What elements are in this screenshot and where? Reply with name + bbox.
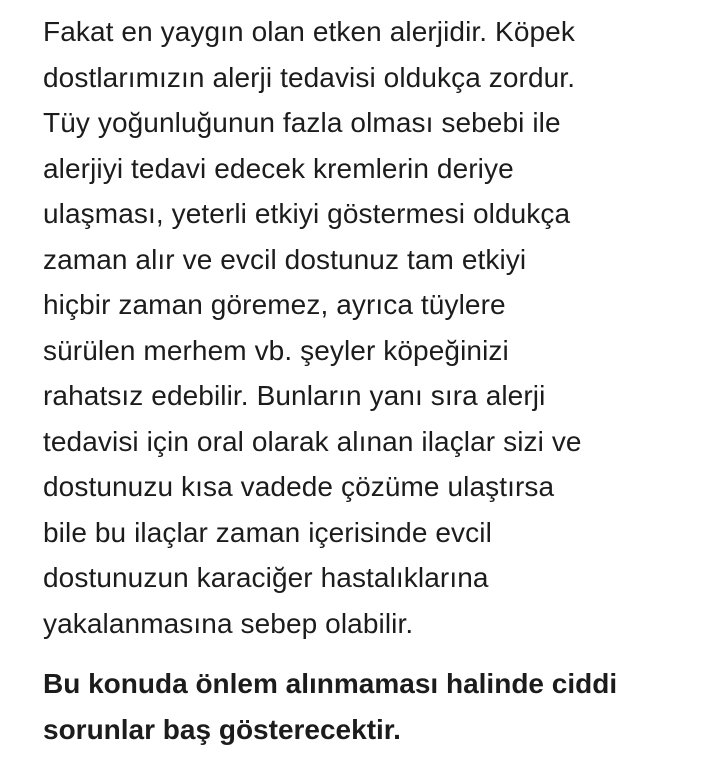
emphasis-line: Bu konuda önlem alınmaması halinde ciddi [43, 668, 618, 699]
paragraph-line: bile bu ilaçlar zaman içerisinde evcil [43, 516, 492, 548]
paragraph-line: zaman alır ve evcil dostunuz tam etkiyi [43, 243, 527, 275]
paragraph-line: sürülen merhem vb. şeyler köpeğinizi [43, 334, 509, 366]
paragraph-line: yakalanmasına sebep olabilir. [43, 607, 414, 639]
paragraph-line: dostunuzu kısa vadede çözüme ulaştırsa [43, 471, 555, 502]
paragraph-line: rahatsız edebilir. Bunların yanı sıra alerji [43, 380, 546, 411]
article-content [43, 9, 708, 752]
paragraph-line: dostlarımızın alerji tedavisi oldukça zordur. [43, 61, 576, 93]
emphasis-paragraph [43, 661, 708, 752]
paragraph-line: Tüy yoğunluğunun fazla olması sebebi ile [43, 107, 561, 138]
paragraph-line: Fakat en yaygın olan etken alerjidir. Köpek [43, 16, 575, 47]
paragraph-line: ulaşması, yeterli etkiyi göstermesi oldukça [43, 198, 571, 229]
paragraph-line: alerjiyi tedavi edecek kremlerin deriye [43, 152, 514, 184]
article-paragraph [43, 9, 708, 646]
emphasis-line: sorunlar baş gösterecektir. [43, 713, 401, 745]
paragraph-line: hiçbir zaman göremez, ayrıca tüylere [43, 289, 506, 320]
paragraph-line: tedavisi için oral olarak alınan ilaçlar sizi ve [43, 425, 582, 457]
paragraph-line: dostunuzun karaciğer hastalıklarına [43, 562, 489, 593]
